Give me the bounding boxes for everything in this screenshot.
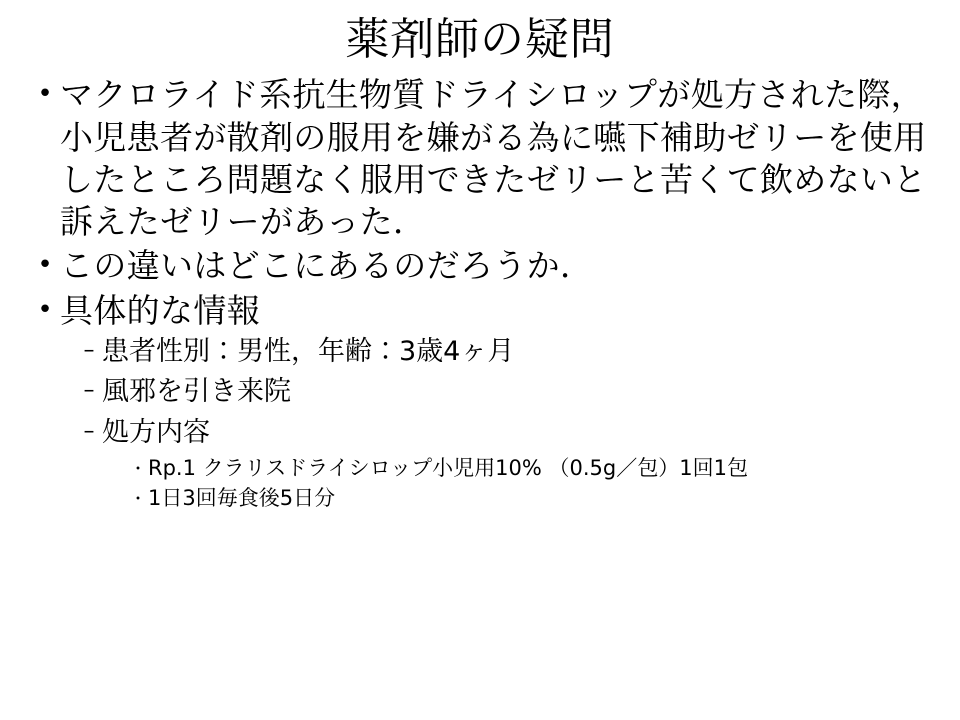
- bullet-icon: ・: [129, 459, 146, 479]
- list-item: [128, 455, 938, 483]
- list-item: [30, 245, 938, 287]
- list-item-text: マクロライド系抗生物質ドライシロップが処方された際，小児患者が散剤の服用を嫌がる為に嚥下補助ゼリーを使用したところ問題なく服用できたゼリーと苦くて飲めないと訴えたゼリーがあった．: [60, 75, 927, 242]
- bullet-icon: •: [37, 79, 53, 110]
- bullet-icon: •: [37, 250, 53, 281]
- list-item-text: Rp.1 クラリスドライシロップ小児用10% （0.5g／包）1回1包: [148, 456, 748, 481]
- list-item-text: 処方内容: [102, 416, 210, 448]
- list-item-text: この違いはどこにあるのだろうか．: [60, 246, 594, 286]
- bullet-icon: –: [83, 337, 95, 363]
- slide-body: [0, 64, 960, 512]
- bullet-icon: ・: [129, 488, 146, 508]
- list-item: [128, 485, 938, 513]
- list-item: [76, 415, 938, 451]
- list-item: [30, 290, 938, 332]
- list-item: [30, 74, 938, 243]
- bullet-icon: –: [83, 418, 95, 444]
- list-item: [76, 374, 938, 410]
- list-item-text: 風邪を引き来院: [102, 376, 291, 408]
- bullet-icon: •: [37, 294, 53, 325]
- list-item: [76, 334, 938, 370]
- list-item-text: 1日3回毎食後5日分: [148, 485, 336, 510]
- list-item-text: 具体的な情報: [60, 290, 260, 330]
- page-title: 薬剤師の疑問: [345, 14, 615, 65]
- bullet-icon: –: [83, 378, 95, 404]
- list-item-text: 患者性別：男性，年齢：3歳4ヶ月: [102, 335, 515, 367]
